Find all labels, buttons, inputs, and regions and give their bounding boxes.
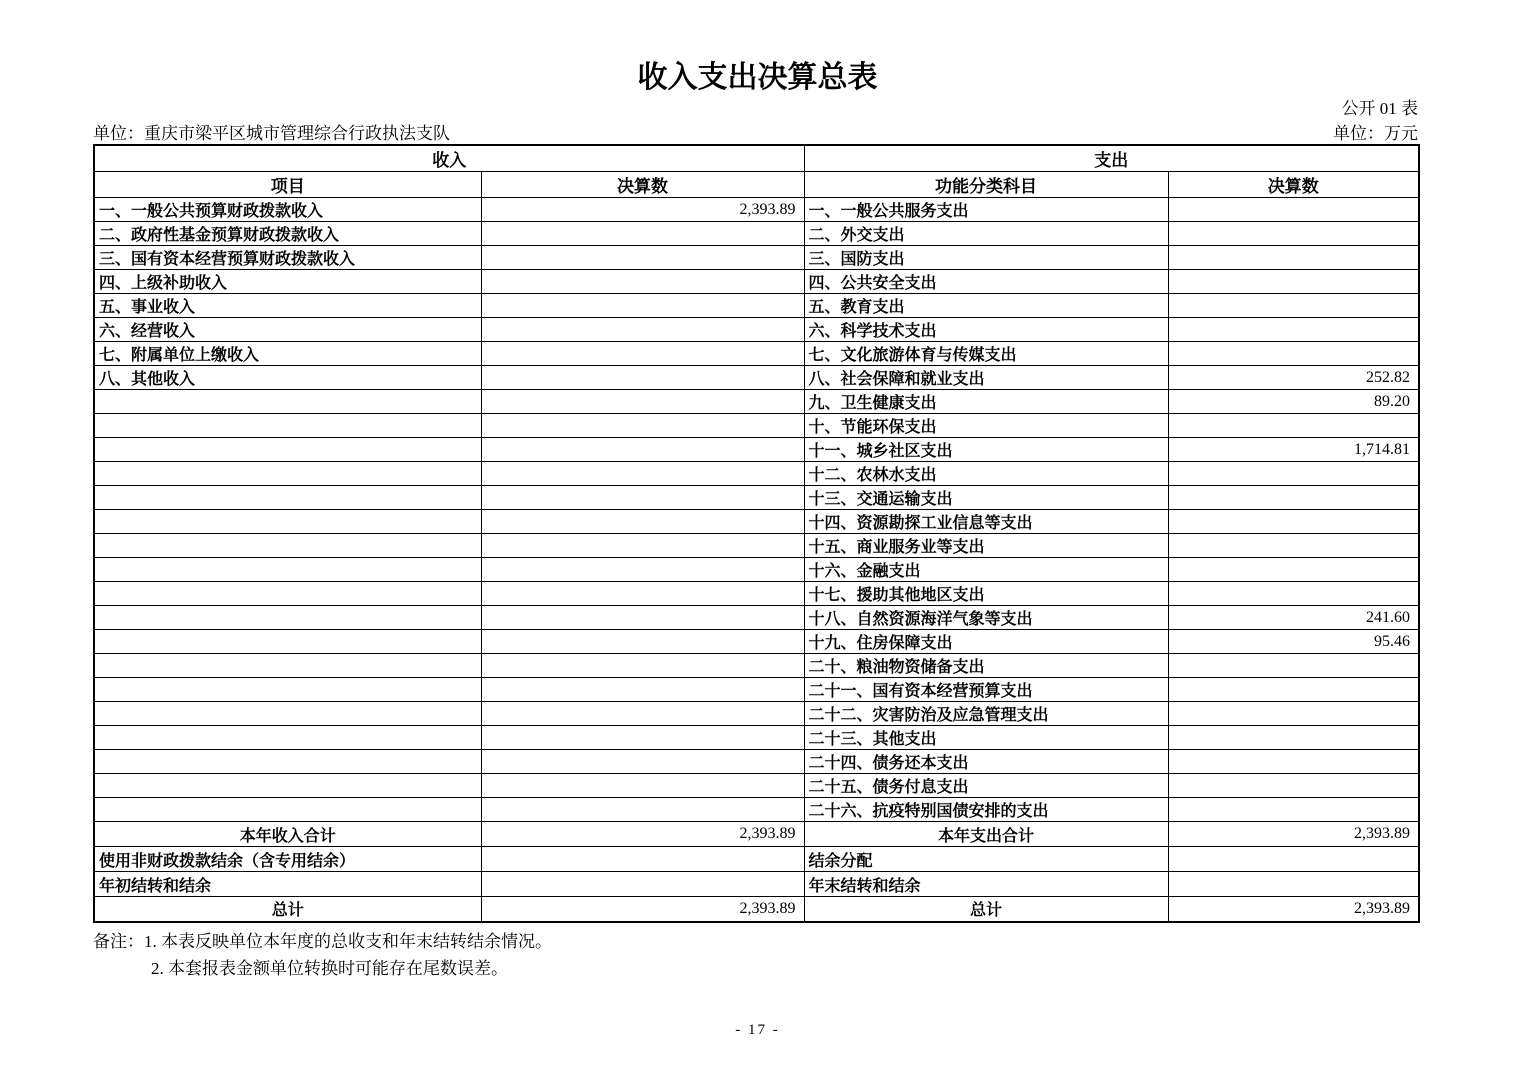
income-value-cell: [481, 558, 804, 582]
notes-label: 备注：: [93, 932, 144, 951]
table-footer-row: [94, 822, 1419, 847]
note-line-2: 2. 本套报表金额单位转换时可能存在尾数误差。: [151, 959, 508, 978]
table-row: [94, 606, 1419, 630]
income-item-cell: [94, 510, 481, 534]
income-item-cell: [94, 606, 481, 630]
income-item-cell: 八、其他收入: [94, 366, 481, 390]
expense-item-cell: 二十四、债务还本支出: [804, 750, 1168, 774]
col-header-income-item: 项目: [94, 172, 481, 198]
expense-item-cell: 二十二、灾害防治及应急管理支出: [804, 702, 1168, 726]
income-item-cell: [94, 630, 481, 654]
table-row: [94, 198, 1419, 222]
table-row: [94, 414, 1419, 438]
expense-footer-value-cell: 2,393.89: [1168, 822, 1419, 847]
income-value-cell: [481, 630, 804, 654]
table-row: [94, 726, 1419, 750]
expense-item-cell: 二十五、债务付息支出: [804, 774, 1168, 798]
table-row: [94, 318, 1419, 342]
income-item-cell: [94, 558, 481, 582]
income-value-cell: [481, 702, 804, 726]
table-row: [94, 510, 1419, 534]
expense-item-cell: 十四、资源勘探工业信息等支出: [804, 510, 1168, 534]
income-footer-label-cell: 年初结转和结余: [94, 872, 481, 897]
table-row: [94, 294, 1419, 318]
table-row: [94, 774, 1419, 798]
expense-value-cell: [1168, 798, 1419, 822]
income-value-cell: [481, 750, 804, 774]
section-header-row: [94, 145, 1419, 172]
expense-item-cell: 十二、农林水支出: [804, 462, 1168, 486]
income-footer-value-cell: [481, 872, 804, 897]
expense-value-cell: [1168, 582, 1419, 606]
expense-item-cell: 二十一、国有资本经营预算支出: [804, 678, 1168, 702]
expense-footer-label-cell: 年末结转和结余: [804, 872, 1168, 897]
income-item-cell: [94, 438, 481, 462]
currency-unit-label: 单位：万元: [1333, 124, 1418, 143]
expense-footer-label-cell: 本年支出合计: [804, 822, 1168, 847]
expense-footer-label-cell: 结余分配: [804, 847, 1168, 872]
income-value-cell: [481, 342, 804, 366]
income-value-cell: [481, 222, 804, 246]
table-row: [94, 798, 1419, 822]
reporting-unit-label: 单位：重庆市梁平区城市管理综合行政执法支队: [93, 124, 450, 143]
table-row: [94, 366, 1419, 390]
expense-item-cell: 五、教育支出: [804, 294, 1168, 318]
expense-item-cell: 二十、粮油物资储备支出: [804, 654, 1168, 678]
expense-footer-value-cell: [1168, 872, 1419, 897]
income-item-cell: [94, 414, 481, 438]
table-row: [94, 558, 1419, 582]
income-item-cell: [94, 726, 481, 750]
income-footer-value-cell: 2,393.89: [481, 897, 804, 922]
expense-footer-label-cell: 总计: [804, 897, 1168, 922]
table-row: [94, 222, 1419, 246]
table-footer-row: [94, 872, 1419, 897]
table-footer-row: [94, 847, 1419, 872]
expense-value-cell: [1168, 318, 1419, 342]
income-footer-value-cell: [481, 847, 804, 872]
expense-item-cell: 四、公共安全支出: [804, 270, 1168, 294]
table-row: [94, 630, 1419, 654]
income-value-cell: [481, 510, 804, 534]
income-value-cell: [481, 438, 804, 462]
expense-value-cell: [1168, 654, 1419, 678]
income-item-cell: [94, 654, 481, 678]
expense-value-cell: 95.46: [1168, 630, 1419, 654]
expense-value-cell: [1168, 342, 1419, 366]
income-value-cell: [481, 462, 804, 486]
page-title: 收入支出决算总表: [637, 61, 878, 94]
expense-value-cell: [1168, 294, 1419, 318]
income-item-cell: [94, 462, 481, 486]
table-row: [94, 486, 1419, 510]
income-item-cell: 五、事业收入: [94, 294, 481, 318]
income-item-cell: 一、一般公共预算财政拨款收入: [94, 198, 481, 222]
income-value-cell: [481, 390, 804, 414]
table-row: [94, 702, 1419, 726]
table-row: [94, 750, 1419, 774]
expense-footer-value-cell: 2,393.89: [1168, 897, 1419, 922]
expense-item-cell: 二十六、抗疫特别国债安排的支出: [804, 798, 1168, 822]
table-footer-row: [94, 897, 1419, 922]
income-value-cell: [481, 774, 804, 798]
income-value-cell: [481, 726, 804, 750]
income-value-cell: [481, 270, 804, 294]
expense-item-cell: 十六、金融支出: [804, 558, 1168, 582]
table-row: [94, 462, 1419, 486]
expense-value-cell: [1168, 462, 1419, 486]
expense-value-cell: [1168, 246, 1419, 270]
income-item-cell: 七、附属单位上缴收入: [94, 342, 481, 366]
income-item-cell: [94, 774, 481, 798]
expense-item-cell: 十七、援助其他地区支出: [804, 582, 1168, 606]
expense-footer-value-cell: [1168, 847, 1419, 872]
income-value-cell: 2,393.89: [481, 198, 804, 222]
table-row: [94, 270, 1419, 294]
expense-item-cell: 六、科学技术支出: [804, 318, 1168, 342]
expense-item-cell: 十一、城乡社区支出: [804, 438, 1168, 462]
expense-value-cell: [1168, 222, 1419, 246]
income-value-cell: [481, 246, 804, 270]
income-value-cell: [481, 678, 804, 702]
expense-value-cell: 1,714.81: [1168, 438, 1419, 462]
expense-value-cell: [1168, 486, 1419, 510]
table-row: [94, 438, 1419, 462]
income-footer-label-cell: 本年收入合计: [94, 822, 481, 847]
income-item-cell: 二、政府性基金预算财政拨款收入: [94, 222, 481, 246]
note-line-1: [93, 928, 552, 955]
income-value-cell: [481, 798, 804, 822]
expense-value-cell: [1168, 198, 1419, 222]
note-text-1: 1. 本表反映单位本年度的总收支和年末结转结余情况。: [144, 932, 552, 951]
expense-item-cell: 九、卫生健康支出: [804, 390, 1168, 414]
income-item-cell: [94, 486, 481, 510]
expense-value-cell: 252.82: [1168, 366, 1419, 390]
expense-value-cell: [1168, 678, 1419, 702]
expense-item-cell: 二、外交支出: [804, 222, 1168, 246]
income-item-cell: [94, 390, 481, 414]
income-footer-value-cell: 2,393.89: [481, 822, 804, 847]
col-header-expense-item: 功能分类科目: [804, 172, 1168, 198]
expense-value-cell: [1168, 774, 1419, 798]
expense-value-cell: [1168, 702, 1419, 726]
income-item-cell: [94, 750, 481, 774]
income-item-cell: [94, 678, 481, 702]
income-section-header: 收入: [94, 145, 804, 172]
table-code: 公开 01 表: [1341, 99, 1418, 118]
table-row: [94, 342, 1419, 366]
meta-row: [93, 119, 1418, 144]
expense-value-cell: [1168, 414, 1419, 438]
expense-value-cell: [1168, 510, 1419, 534]
expense-value-cell: [1168, 558, 1419, 582]
table-row: [94, 246, 1419, 270]
expense-value-cell: 241.60: [1168, 606, 1419, 630]
income-item-cell: 六、经营收入: [94, 318, 481, 342]
expense-item-cell: 十五、商业服务业等支出: [804, 534, 1168, 558]
expense-value-cell: [1168, 534, 1419, 558]
expense-item-cell: 十八、自然资源海洋气象等支出: [804, 606, 1168, 630]
expense-item-cell: 十、节能环保支出: [804, 414, 1168, 438]
income-item-cell: [94, 582, 481, 606]
table-row: [94, 534, 1419, 558]
expense-item-cell: 三、国防支出: [804, 246, 1168, 270]
income-footer-label-cell: 总计: [94, 897, 481, 922]
expense-item-cell: 七、文化旅游体育与传媒支出: [804, 342, 1168, 366]
income-item-cell: 三、国有资本经营预算财政拨款收入: [94, 246, 481, 270]
income-item-cell: [94, 702, 481, 726]
expense-value-cell: [1168, 750, 1419, 774]
income-footer-label-cell: 使用非财政拨款结余（含专用结余）: [94, 847, 481, 872]
expense-item-cell: 八、社会保障和就业支出: [804, 366, 1168, 390]
income-item-cell: [94, 534, 481, 558]
income-item-cell: [94, 798, 481, 822]
table-row: [94, 390, 1419, 414]
expense-item-cell: 一、一般公共服务支出: [804, 198, 1168, 222]
notes: [93, 928, 552, 982]
income-value-cell: [481, 582, 804, 606]
expense-value-cell: [1168, 270, 1419, 294]
expense-item-cell: 十九、住房保障支出: [804, 630, 1168, 654]
col-header-income-amount: 决算数: [481, 172, 804, 198]
expense-section-header: 支出: [804, 145, 1419, 172]
income-value-cell: [481, 414, 804, 438]
expense-item-cell: 十三、交通运输支出: [804, 486, 1168, 510]
table-row: [94, 582, 1419, 606]
income-value-cell: [481, 294, 804, 318]
table-row: [94, 654, 1419, 678]
income-item-cell: 四、上级补助收入: [94, 270, 481, 294]
income-value-cell: [481, 654, 804, 678]
expense-value-cell: 89.20: [1168, 390, 1419, 414]
column-header-row: [94, 172, 1419, 198]
table-row: [94, 678, 1419, 702]
expense-value-cell: [1168, 726, 1419, 750]
income-value-cell: [481, 486, 804, 510]
income-value-cell: [481, 534, 804, 558]
income-value-cell: [481, 366, 804, 390]
page-number: - 17 -: [735, 1022, 780, 1038]
income-value-cell: [481, 606, 804, 630]
col-header-expense-amount: 决算数: [1168, 172, 1419, 198]
summary-table: [93, 144, 1420, 923]
income-value-cell: [481, 318, 804, 342]
expense-item-cell: 二十三、其他支出: [804, 726, 1168, 750]
